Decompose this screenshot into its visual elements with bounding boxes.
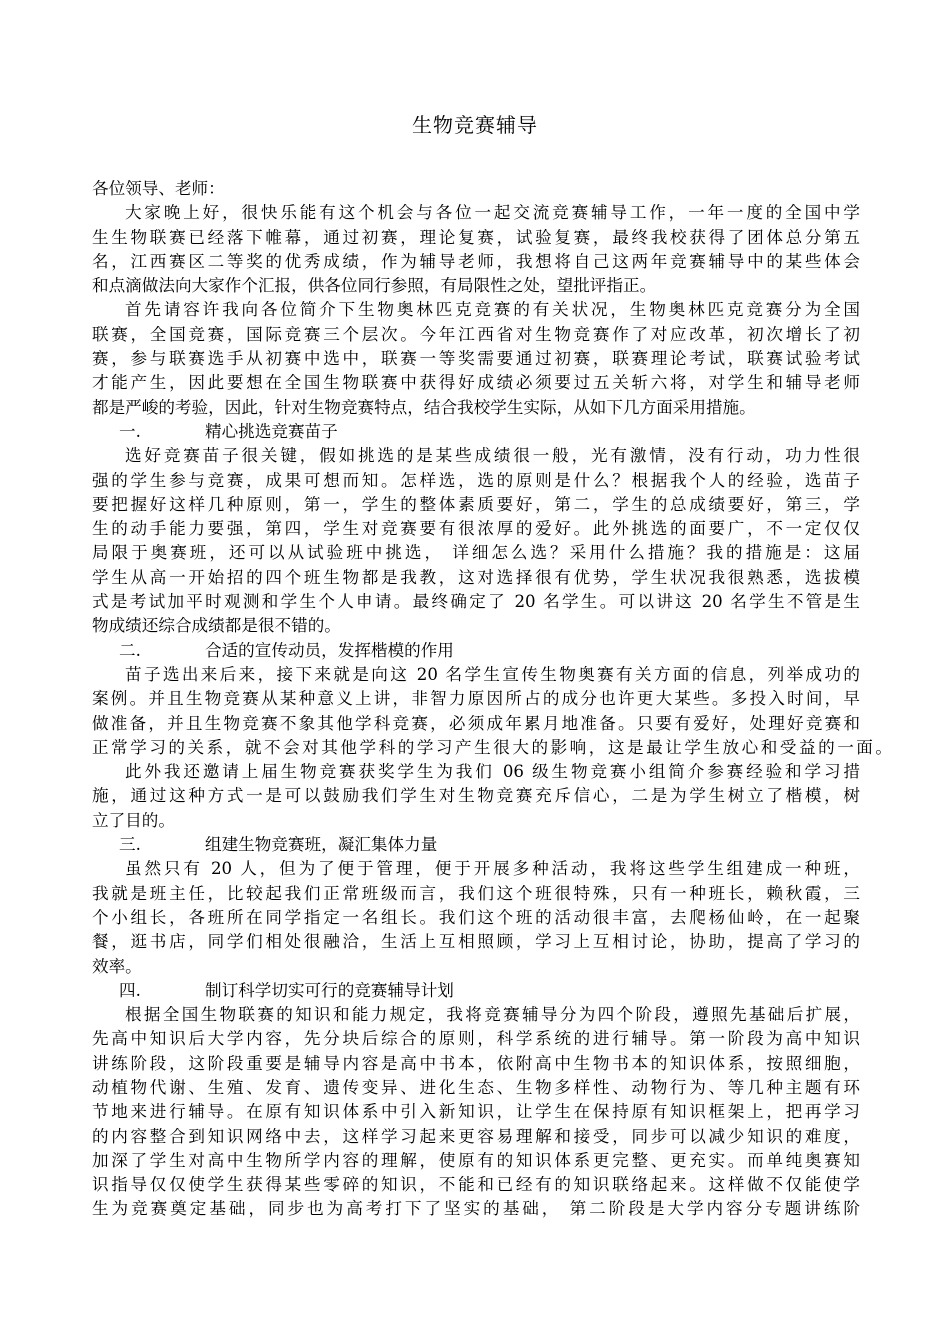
text-line: 识指导仅仅使学生获得某些零碎的知识，不能和已经有的知识联络起来。这样做不仅能使学	[92, 1175, 860, 1195]
section-4-paragraph-1	[92, 1003, 860, 1222]
text-line: 生的动手能力要强，第四，学生对竞赛要有很浓厚的爱好。此外挑选的面要广，不一定仅仅	[92, 519, 860, 539]
section-number: 四.	[119, 980, 141, 1000]
section-heading-text: 制订科学切实可行的竞赛辅导计划	[205, 980, 454, 1000]
text-line: 联赛，全国竞赛，国际竞赛三个层次。今年江西省对生物竞赛作了对应改革，初次增长了初	[92, 324, 860, 344]
text-line: 讲练阶段，这阶段重要是辅导内容是高中书本，依附高中生物书本的知识体系，按照细胞，	[92, 1053, 860, 1073]
text-line: 加深了学生对高中生物所学内容的理解，使原有的知识体系更完整、更充实。而单纯奥赛知	[92, 1150, 860, 1170]
section-heading-4	[92, 979, 860, 1003]
text-line: 赛，参与联赛选手从初赛中选中，联赛一等奖需要通过初赛，联赛理论考试，联赛试验考试	[92, 349, 860, 369]
section-3-paragraph-1	[92, 857, 860, 978]
text-line: 要把握好这样几种原则，第一，学生的整体素质要好，第二，学生的总成绩要好，第三，学	[92, 494, 860, 514]
text-line: 局限于奥赛班，还可以从试验班中挑选， 详细怎么选？采用什么措施？我的措施是：这届	[92, 543, 860, 563]
section-2-paragraph-1	[92, 663, 892, 760]
salutation: 各位领导、老师：	[92, 179, 225, 198]
text-line: 名，江西赛区二等奖的优秀成绩，作为辅导老师，我想将自己这两年竞赛辅导中的某些体会	[92, 251, 860, 271]
text-line: 此外我还邀请上届生物竞赛获奖学生为我们 06 级生物竞赛小组简介参赛经验和学习措	[125, 762, 860, 782]
section-number: 三.	[119, 835, 141, 855]
text-line: 我就是班主任，比较起我们正常班级而言，我们这个班很特殊，只有一种班长，赖秋霞，三	[92, 883, 860, 903]
text-line: 正常学习的关系，就不会对其他学科的学习产生很大的影响，这是最让学生放心和受益的一面。	[92, 737, 892, 757]
text-line: 动植物代谢、生殖、发育、遗传变异、进化生态、生物多样性、动物行为、等几种主题有环	[92, 1077, 860, 1097]
text-line: 物成绩还综合成绩都是很不错的。	[92, 616, 341, 636]
document-title: 生物竞赛辅导	[412, 113, 538, 137]
text-line: 都是严峻的考验，因此，针对生物竞赛特点，结合我校学生实际，从如下几方面采用措施。	[92, 397, 756, 417]
text-line: 案例。并且生物竞赛从某种意义上讲，非智力原因所占的成分也许更大某些。多投入时间，早	[92, 689, 860, 709]
section-heading-text: 合适的宣传动员，发挥楷模的作用	[205, 640, 454, 660]
text-line: 虽然只有 20 人，但为了便于管理，便于开展多种活动，我将这些学生组建成一种班，	[125, 859, 860, 879]
text-line: 个小组长，各班所在同学指定一名组长。我们这个班的活动很丰富，去爬杨仙岭，在一起聚	[92, 907, 860, 927]
text-line: 大家晚上好，很快乐能有这个机会与各位一起交流竞赛辅导工作，一年一度的全国中学	[125, 203, 860, 223]
text-line: 选好竞赛苗子很关键，假如挑选的是某些成绩很一般，光有激情，没有行动，功力性很	[125, 446, 860, 466]
document-body	[92, 177, 892, 1222]
text-line: 立了目的。	[92, 810, 175, 830]
text-line: 学生从高一开始招的四个班生物都是我教，这对选择很有优势，学生状况我很熟悉，选拔模	[92, 567, 860, 587]
text-line: 做准备，并且生物竞赛不象其他学科竞赛，必须成年累月地准备。只要有爱好，处理好竞赛和	[92, 713, 860, 733]
intro-paragraph-2	[92, 298, 860, 419]
text-line: 节地来进行辅导。在原有知识体系中引入新知识，让学生在保持原有知识框架上，把再学习	[92, 1102, 860, 1122]
text-line: 首先请容许我向各位简介下生物奥林匹克竞赛的有关状况，生物奥林匹克竞赛分为全国	[125, 300, 860, 320]
text-line: 生生物联赛已经落下帷幕，通过初赛，理论复赛，试验复赛，最终我校获得了团体总分第五	[92, 227, 860, 247]
section-number: 二.	[119, 640, 141, 660]
text-line: 餐，逛书店，同学们相处很融洽，生活上互相照顾，学习上互相讨论，协助，提高了学习的	[92, 932, 860, 952]
text-line: 的内容整合到知识网络中去，这样学习起来更容易理解和接受，同步可以减少知识的难度，	[92, 1126, 860, 1146]
text-line: 施，通过这种方式一是可以鼓励我们学生对生物竞赛充斥信心，二是为学生树立了楷模，树	[92, 786, 860, 806]
section-heading-text: 精心挑选竞赛苗子	[205, 421, 338, 441]
section-number: 一.	[119, 421, 141, 441]
section-heading-text: 组建生物竞赛班，凝汇集体力量	[205, 835, 438, 855]
text-line: 式是考试加平时观测和学生个人申请。最终确定了 20 名学生。可以讲这 20 名学生不管是生	[92, 592, 860, 612]
section-heading-1	[92, 420, 860, 444]
intro-paragraph-1	[92, 201, 860, 298]
section-heading-3	[92, 833, 860, 857]
text-line: 生为竞赛奠定基础，同步也为高考打下了坚实的基础， 第二阶段是大学内容分专题讲练阶	[92, 1199, 860, 1219]
text-line: 强的学生参与竞赛，成果可想而知。怎样选，选的原则是什么？根据我个人的经验，选苗子	[92, 470, 860, 490]
text-line: 和点滴做法向大家作个汇报，供各位同行参照，有局限性之处，望批评指正。	[92, 276, 657, 296]
section-2-paragraph-2	[92, 760, 860, 833]
section-1-paragraph-1	[92, 444, 860, 638]
text-line: 根据全国生物联赛的知识和能力规定，我将竞赛辅导分为四个阶段，遵照先基础后扩展，	[125, 1005, 860, 1025]
text-line: 效率。	[92, 956, 142, 976]
text-line: 先高中知识后大学内容，先分块后综合的原则，科学系统的进行辅导。第一阶段为高中知识	[92, 1029, 860, 1049]
text-line: 才能产生，因此要想在全国生物联赛中获得好成绩必须要过五关斩六将，对学生和辅导老师	[92, 373, 860, 393]
text-line: 苗子选出来后来，接下来就是向这 20 名学生宣传生物奥赛有关方面的信息，列举成功的	[125, 664, 860, 684]
section-heading-2	[92, 639, 860, 663]
